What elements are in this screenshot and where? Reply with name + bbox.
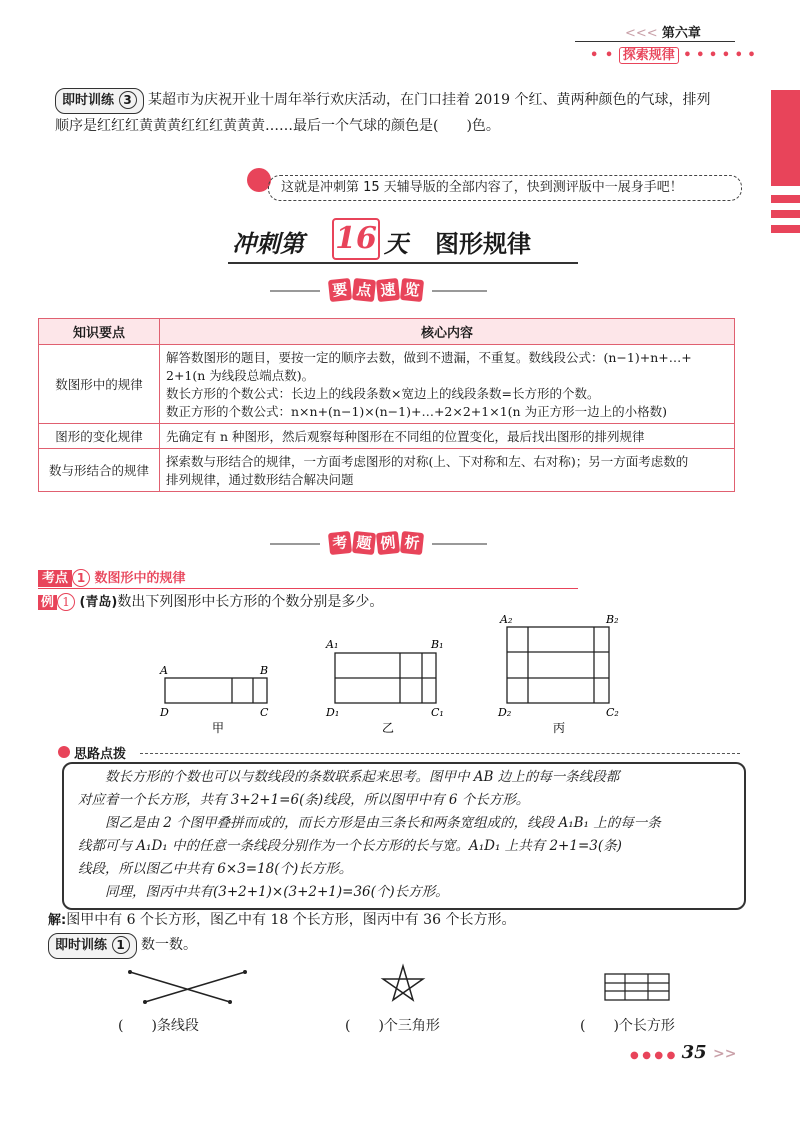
kaodian-heading: 考点 1 数图形中的规律 bbox=[38, 567, 186, 587]
megaphone-icon bbox=[58, 746, 70, 758]
divider bbox=[270, 290, 320, 292]
edge-stripe bbox=[771, 195, 800, 203]
knowledge-table bbox=[38, 318, 735, 492]
svg-text:B: B bbox=[260, 664, 269, 677]
drill-3-text-2: 顺序是红红红黄黄黄红红红黄黄黄……最后一个气球的颜色是( )色。 bbox=[55, 118, 500, 134]
svg-text:C: C bbox=[260, 706, 269, 719]
drill-label: 即时训练 1 bbox=[48, 933, 137, 959]
hint-rule bbox=[140, 753, 740, 755]
figure-yi bbox=[325, 638, 444, 735]
footer-arrows: >> bbox=[712, 1046, 737, 1062]
running-header bbox=[625, 22, 701, 41]
day-title: 冲刺第 16 天 图形规律 bbox=[232, 218, 572, 258]
day-topic: 图形规律 bbox=[435, 230, 531, 258]
figure-bing bbox=[497, 613, 619, 735]
drill-label: 即时训练 3 bbox=[55, 88, 144, 114]
table-key: 数与形结合的规律 bbox=[39, 449, 160, 492]
table-header: 核心内容 bbox=[160, 319, 735, 345]
header-rule bbox=[575, 41, 735, 42]
answer-segments: ( )条线段 bbox=[118, 1018, 199, 1034]
drill-3 bbox=[55, 88, 755, 138]
table-row bbox=[39, 345, 735, 424]
title-rule bbox=[228, 262, 578, 264]
example-1: 例 1 (青岛)数出下列图形中长方形的个数分别是多少。 bbox=[38, 590, 383, 615]
table-row bbox=[39, 449, 735, 492]
table-key: 数图形中的规律 bbox=[39, 345, 160, 424]
day-number: 16 bbox=[332, 218, 380, 260]
figure-jia bbox=[159, 664, 269, 735]
svg-text:D₁: D₁ bbox=[326, 706, 340, 719]
drill-1: 即时训练 1 数一数。 bbox=[48, 933, 197, 959]
divider bbox=[432, 543, 487, 545]
table-content: 先确定有 n 种图形，然后观察每种图形在不同组的位置变化，最后找出图形的排列规律 bbox=[160, 424, 735, 449]
svg-text:乙: 乙 bbox=[382, 721, 395, 735]
edge-stripe bbox=[771, 225, 800, 233]
page-footer bbox=[630, 1042, 736, 1063]
drill-figures bbox=[120, 962, 720, 1012]
grid-rectangle-figure bbox=[605, 974, 669, 1000]
answer-triangles: ( )个三角形 bbox=[345, 1018, 440, 1034]
svg-text:A₂: A₂ bbox=[500, 613, 513, 626]
svg-text:C₁: C₁ bbox=[431, 706, 444, 719]
answer-rectangles: ( )个长方形 bbox=[580, 1018, 675, 1034]
divider bbox=[432, 290, 487, 292]
header-section: • • 探索规律 • • • • • • bbox=[590, 48, 756, 63]
tip-bubble: 这就是冲刺第 15 天辅导版的全部内容了，快到测评版中一展身手吧！ bbox=[268, 175, 742, 201]
svg-text:C₂: C₂ bbox=[606, 706, 619, 719]
table-row bbox=[39, 424, 735, 449]
edge-stripe bbox=[771, 210, 800, 218]
hint-text: 数长方形的个数也可以与数线段的条数联系起来思考。图甲中 AB 边上的每一条线段都 对应着一个长方形，共有 3+2+1=6(条)线段，所以图甲中有 6 个长方形。 图乙是由 2 个图甲叠拼而成的，而长方形是由三条长和两条宽组成的，线段 A₁B₁ 上的每一条 线都可与 A₁D₁ 中的任意一条线段分别作为一个长方形的长与宽。A₁D₁ 上共有 2+1=3(条) 线段，所以图乙中共有 6×3=18(个)长方形。 同理，图丙中共有(3+2+1)×(3+2+1)=36(个)长方形。 bbox=[78, 769, 661, 900]
svg-text:D: D bbox=[160, 706, 169, 719]
svg-text:B₁: B₁ bbox=[431, 638, 444, 651]
rectangle-figures bbox=[150, 612, 650, 744]
footer-dots: ● ● ● ● bbox=[630, 1050, 676, 1061]
solution: 解:图甲中有 6 个长方形，图乙中有 18 个长方形，图丙中有 36 个长方形。 bbox=[48, 912, 516, 928]
chapter-title: 第六章 bbox=[661, 26, 701, 41]
kaodian-rule bbox=[38, 588, 578, 589]
table-content: 解答数图形的题目，要按一定的顺序去数，做到不遗漏，不重复。数线段公式：(n−1)+n+…+ 2+1(n 为线段总端点数)。 数长方形的个数公式：长边上的线段条数×宽边上的线段条数=长方形的个数。 数正方形的个数公式：n×n+(n−1)×(n−1)+…+2×2+1×1(n 为正方形一边上的小格数) bbox=[160, 345, 735, 424]
svg-text:A₁: A₁ bbox=[326, 638, 339, 651]
table-header-row bbox=[39, 319, 735, 345]
svg-text:丙: 丙 bbox=[553, 721, 566, 735]
table-key: 图形的变化规律 bbox=[39, 424, 160, 449]
svg-text:A: A bbox=[160, 664, 168, 677]
header-arrows: <<< bbox=[625, 26, 658, 41]
table-content: 探索数与形结合的规律，一方面考虑图形的对称(上、下对称和左、右对称)；另一方面考虑数的 排列规律，通过数形结合解决问题 bbox=[160, 449, 735, 492]
svg-text:甲: 甲 bbox=[212, 721, 225, 735]
svg-text:B₂: B₂ bbox=[606, 613, 619, 626]
star-figure bbox=[383, 966, 423, 1000]
section-heading-examples: 考 题 例 析 bbox=[328, 532, 424, 554]
hint-title: 思路点拨 bbox=[74, 747, 127, 762]
section-heading-overview: 要 点 速 览 bbox=[328, 279, 424, 301]
crossing-lines-figure bbox=[128, 970, 247, 1004]
table-header: 知识要点 bbox=[39, 319, 160, 345]
svg-text:D₂: D₂ bbox=[498, 706, 512, 719]
divider bbox=[270, 543, 320, 545]
page-number: 35 bbox=[681, 1042, 707, 1063]
drill-3-text: 某超市为庆祝开业十周年举行欢庆活动，在门口挂着 2019 个红、黄两种颜色的气球，排列 bbox=[148, 92, 711, 108]
edge-tab bbox=[771, 90, 800, 186]
